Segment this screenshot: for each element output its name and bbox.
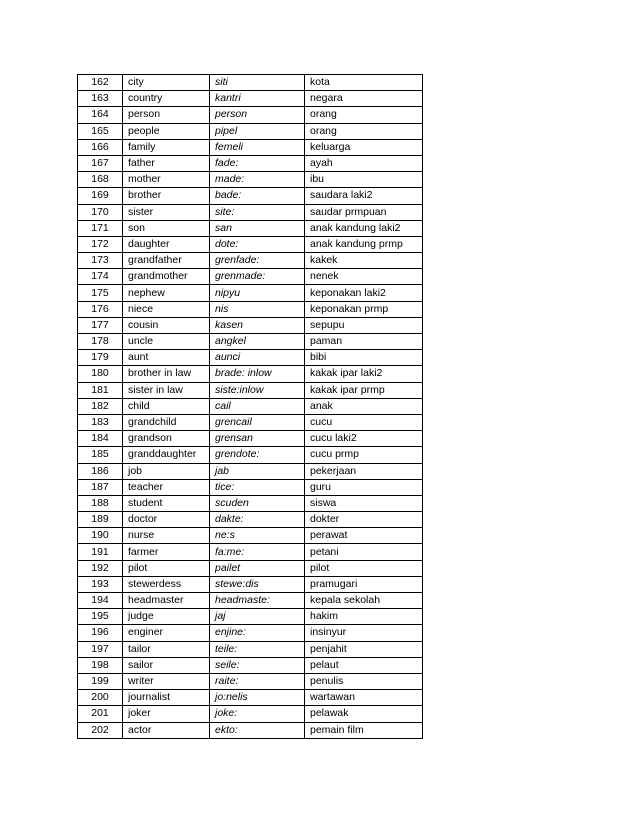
pronunciation: teile: — [210, 641, 305, 657]
row-number: 172 — [78, 236, 123, 252]
row-number: 171 — [78, 220, 123, 236]
english-word: grandmother — [123, 269, 210, 285]
row-number: 169 — [78, 188, 123, 204]
indonesian-translation: siswa — [305, 495, 423, 511]
english-word: son — [123, 220, 210, 236]
english-word: daughter — [123, 236, 210, 252]
table-row — [78, 447, 423, 463]
table-row — [78, 155, 423, 171]
english-word: nephew — [123, 285, 210, 301]
row-number: 188 — [78, 495, 123, 511]
row-number: 179 — [78, 350, 123, 366]
pronunciation: jo:nelis — [210, 690, 305, 706]
table-row — [78, 479, 423, 495]
row-number: 190 — [78, 528, 123, 544]
indonesian-translation: negara — [305, 91, 423, 107]
pronunciation: dote: — [210, 236, 305, 252]
vocabulary-table-body — [78, 75, 423, 739]
indonesian-translation: ibu — [305, 172, 423, 188]
english-word: enginer — [123, 625, 210, 641]
table-row — [78, 657, 423, 673]
pronunciation: scuden — [210, 495, 305, 511]
row-number: 198 — [78, 657, 123, 673]
row-number: 199 — [78, 673, 123, 689]
english-word: person — [123, 107, 210, 123]
english-word: headmaster — [123, 593, 210, 609]
indonesian-translation: kakek — [305, 253, 423, 269]
pronunciation: raite: — [210, 673, 305, 689]
table-row — [78, 350, 423, 366]
row-number: 175 — [78, 285, 123, 301]
pronunciation: pailet — [210, 560, 305, 576]
table-row — [78, 593, 423, 609]
table-row — [78, 139, 423, 155]
pronunciation: fa:me: — [210, 544, 305, 560]
indonesian-translation: sepupu — [305, 317, 423, 333]
table-row — [78, 253, 423, 269]
table-row — [78, 495, 423, 511]
indonesian-translation: insinyur — [305, 625, 423, 641]
english-word: niece — [123, 301, 210, 317]
english-word: aunt — [123, 350, 210, 366]
pronunciation: enjine: — [210, 625, 305, 641]
indonesian-translation: anak — [305, 398, 423, 414]
indonesian-translation: kakak ipar prmp — [305, 382, 423, 398]
pronunciation: nis — [210, 301, 305, 317]
table-row — [78, 690, 423, 706]
indonesian-translation: hakim — [305, 609, 423, 625]
row-number: 192 — [78, 560, 123, 576]
english-word: judge — [123, 609, 210, 625]
english-word: doctor — [123, 512, 210, 528]
indonesian-translation: bibi — [305, 350, 423, 366]
table-row — [78, 382, 423, 398]
english-word: grandchild — [123, 414, 210, 430]
row-number: 166 — [78, 139, 123, 155]
table-row — [78, 431, 423, 447]
row-number: 193 — [78, 576, 123, 592]
pronunciation: aunci — [210, 350, 305, 366]
indonesian-translation: saudara laki2 — [305, 188, 423, 204]
row-number: 185 — [78, 447, 123, 463]
indonesian-translation: anak kandung prmp — [305, 236, 423, 252]
row-number: 197 — [78, 641, 123, 657]
table-row — [78, 123, 423, 139]
indonesian-translation: pemain film — [305, 722, 423, 738]
english-word: stewerdess — [123, 576, 210, 592]
english-word: writer — [123, 673, 210, 689]
indonesian-translation: keluarga — [305, 139, 423, 155]
pronunciation: nipyu — [210, 285, 305, 301]
pronunciation: joke: — [210, 706, 305, 722]
english-word: farmer — [123, 544, 210, 560]
indonesian-translation: perawat — [305, 528, 423, 544]
table-row — [78, 463, 423, 479]
vocabulary-table — [77, 74, 423, 739]
table-row — [78, 673, 423, 689]
indonesian-translation: ayah — [305, 155, 423, 171]
row-number: 183 — [78, 414, 123, 430]
indonesian-translation: cucu laki2 — [305, 431, 423, 447]
pronunciation: fade: — [210, 155, 305, 171]
row-number: 167 — [78, 155, 123, 171]
row-number: 195 — [78, 609, 123, 625]
row-number: 187 — [78, 479, 123, 495]
table-row — [78, 75, 423, 91]
indonesian-translation: penjahit — [305, 641, 423, 657]
indonesian-translation: cucu prmp — [305, 447, 423, 463]
row-number: 201 — [78, 706, 123, 722]
table-row — [78, 269, 423, 285]
indonesian-translation: kepala sekolah — [305, 593, 423, 609]
row-number: 170 — [78, 204, 123, 220]
row-number: 202 — [78, 722, 123, 738]
english-word: child — [123, 398, 210, 414]
english-word: sister in law — [123, 382, 210, 398]
english-word: pilot — [123, 560, 210, 576]
table-row — [78, 722, 423, 738]
english-word: brother in law — [123, 366, 210, 382]
row-number: 174 — [78, 269, 123, 285]
table-row — [78, 204, 423, 220]
row-number: 164 — [78, 107, 123, 123]
indonesian-translation: keponakan laki2 — [305, 285, 423, 301]
english-word: father — [123, 155, 210, 171]
pronunciation: person — [210, 107, 305, 123]
pronunciation: femeli — [210, 139, 305, 155]
table-row — [78, 544, 423, 560]
indonesian-translation: kakak ipar laki2 — [305, 366, 423, 382]
table-row — [78, 414, 423, 430]
row-number: 184 — [78, 431, 123, 447]
table-row — [78, 188, 423, 204]
row-number: 163 — [78, 91, 123, 107]
row-number: 178 — [78, 334, 123, 350]
indonesian-translation: keponakan prmp — [305, 301, 423, 317]
indonesian-translation: orang — [305, 107, 423, 123]
pronunciation: brade: inlow — [210, 366, 305, 382]
indonesian-translation: penulis — [305, 673, 423, 689]
table-row — [78, 641, 423, 657]
row-number: 189 — [78, 512, 123, 528]
table-row — [78, 285, 423, 301]
table-row — [78, 560, 423, 576]
english-word: actor — [123, 722, 210, 738]
indonesian-translation: pekerjaan — [305, 463, 423, 479]
english-word: uncle — [123, 334, 210, 350]
pronunciation: jab — [210, 463, 305, 479]
pronunciation: san — [210, 220, 305, 236]
indonesian-translation: anak kandung laki2 — [305, 220, 423, 236]
indonesian-translation: paman — [305, 334, 423, 350]
english-word: cousin — [123, 317, 210, 333]
table-row — [78, 301, 423, 317]
pronunciation: kasen — [210, 317, 305, 333]
table-row — [78, 625, 423, 641]
row-number: 186 — [78, 463, 123, 479]
indonesian-translation: kota — [305, 75, 423, 91]
indonesian-translation: guru — [305, 479, 423, 495]
row-number: 173 — [78, 253, 123, 269]
row-number: 180 — [78, 366, 123, 382]
indonesian-translation: wartawan — [305, 690, 423, 706]
pronunciation: headmaste: — [210, 593, 305, 609]
pronunciation: stewe:dis — [210, 576, 305, 592]
indonesian-translation: cucu — [305, 414, 423, 430]
table-row — [78, 220, 423, 236]
english-word: journalist — [123, 690, 210, 706]
english-word: granddaughter — [123, 447, 210, 463]
pronunciation: ekto: — [210, 722, 305, 738]
english-word: job — [123, 463, 210, 479]
table-row — [78, 107, 423, 123]
table-row — [78, 512, 423, 528]
pronunciation: siste:inlow — [210, 382, 305, 398]
table-row — [78, 366, 423, 382]
english-word: sailor — [123, 657, 210, 673]
row-number: 176 — [78, 301, 123, 317]
table-row — [78, 334, 423, 350]
indonesian-translation: pramugari — [305, 576, 423, 592]
table-row — [78, 398, 423, 414]
pronunciation: tice: — [210, 479, 305, 495]
table-row — [78, 91, 423, 107]
pronunciation: bade: — [210, 188, 305, 204]
pronunciation: seile: — [210, 657, 305, 673]
pronunciation: ne:s — [210, 528, 305, 544]
english-word: mother — [123, 172, 210, 188]
indonesian-translation: dokter — [305, 512, 423, 528]
row-number: 182 — [78, 398, 123, 414]
pronunciation: made: — [210, 172, 305, 188]
table-row — [78, 528, 423, 544]
pronunciation: grendote: — [210, 447, 305, 463]
english-word: grandson — [123, 431, 210, 447]
english-word: country — [123, 91, 210, 107]
row-number: 196 — [78, 625, 123, 641]
pronunciation: site: — [210, 204, 305, 220]
english-word: teacher — [123, 479, 210, 495]
row-number: 200 — [78, 690, 123, 706]
indonesian-translation: orang — [305, 123, 423, 139]
table-row — [78, 236, 423, 252]
table-row — [78, 317, 423, 333]
table-row — [78, 706, 423, 722]
english-word: grandfather — [123, 253, 210, 269]
row-number: 168 — [78, 172, 123, 188]
pronunciation: siti — [210, 75, 305, 91]
indonesian-translation: petani — [305, 544, 423, 560]
pronunciation: grenmade: — [210, 269, 305, 285]
english-word: tailor — [123, 641, 210, 657]
row-number: 181 — [78, 382, 123, 398]
pronunciation: pipel — [210, 123, 305, 139]
english-word: nurse — [123, 528, 210, 544]
english-word: sister — [123, 204, 210, 220]
table-row — [78, 609, 423, 625]
indonesian-translation: pelawak — [305, 706, 423, 722]
table-row — [78, 172, 423, 188]
pronunciation: grenfade: — [210, 253, 305, 269]
english-word: people — [123, 123, 210, 139]
pronunciation: grencail — [210, 414, 305, 430]
table-row — [78, 576, 423, 592]
english-word: joker — [123, 706, 210, 722]
indonesian-translation: pelaut — [305, 657, 423, 673]
row-number: 191 — [78, 544, 123, 560]
row-number: 194 — [78, 593, 123, 609]
english-word: brother — [123, 188, 210, 204]
pronunciation: jaj — [210, 609, 305, 625]
pronunciation: kantri — [210, 91, 305, 107]
indonesian-translation: saudar prmpuan — [305, 204, 423, 220]
pronunciation: grensan — [210, 431, 305, 447]
english-word: city — [123, 75, 210, 91]
row-number: 177 — [78, 317, 123, 333]
indonesian-translation: pilot — [305, 560, 423, 576]
indonesian-translation: nenek — [305, 269, 423, 285]
row-number: 162 — [78, 75, 123, 91]
pronunciation: angkel — [210, 334, 305, 350]
pronunciation: dakte: — [210, 512, 305, 528]
pronunciation: cail — [210, 398, 305, 414]
row-number: 165 — [78, 123, 123, 139]
english-word: family — [123, 139, 210, 155]
english-word: student — [123, 495, 210, 511]
